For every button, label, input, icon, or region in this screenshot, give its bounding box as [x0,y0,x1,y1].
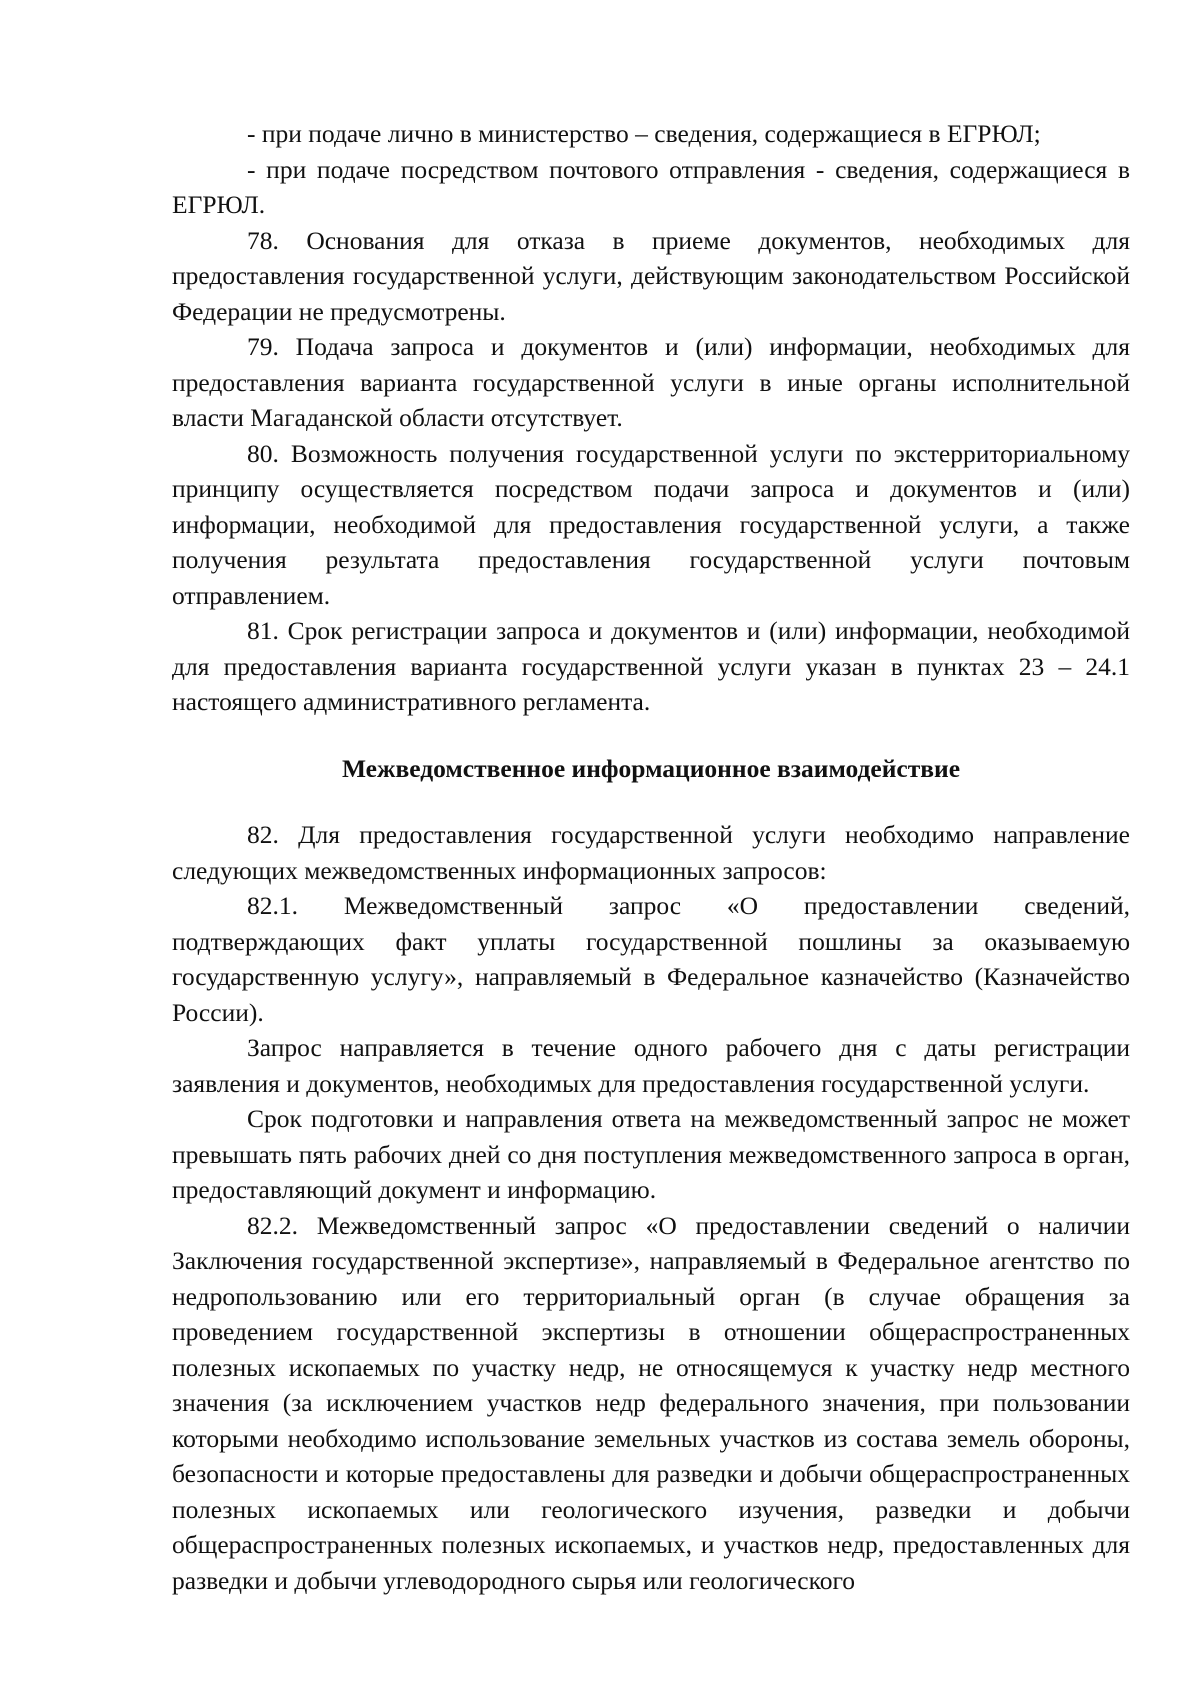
paragraph-82-1: 82.1. Межведомственный запрос «О предоставлении сведений, подтверждающих факт уплаты государственной пошлины за оказываемую государственную услугу», направляемый в Федеральное казначейство (Казначейство России). [172,891,1130,1027]
paragraph-79: 79. Подача запроса и документов и (или) информации, необходимых для предоставления варианта государственной услуги в иные органы исполнительной власти Магаданской области отсутствует. [172,332,1130,432]
paragraph-82: 82. Для предоставления государственной услуги необходимо направление следующих межведомственных информационных запросов: [172,820,1130,885]
paragraph-request-timing: Запрос направляется в течение одного рабочего дня с даты регистрации заявления и документов, необходимых для предоставления государственной услуги. [172,1033,1130,1098]
paragraph-78: 78. Основания для отказа в приеме документов, необходимых для предоставления государственной услуги, действующим законодательством Российской Федерации не предусмотрены. [172,225,1130,326]
paragraph-81: 81. Срок регистрации запроса и документов и (или) информации, необходимой для предоставления варианта государственной услуги указан в пунктах 23 – 24.1 настоящего административного регламента. [172,616,1130,716]
paragraph-egrul-by-mail: - при подаче посредством почтового отправления - сведения, содержащиеся в ЕГРЮЛ. [172,154,1130,219]
paragraph-82-2: 82.2. Межведомственный запрос «О предоставлении сведений о наличии Заключения государственной экспертизе», направляемый в Федеральное агентство по недропользованию или его территориальный орган (в случае обращения за проведением государственной экспертизы в отношении общераспространенных полезных ископаемых по участку недр, не относящемуся к участку недр местного значения (за исключением участков недр федерального значения, при пользовании которыми необходимо использование земельных участков из состава земель обороны, безопасности и которые предоставлены для разведки и добычи общераспространенных полезных ископаемых или геологического изучения, разведки и добычи общераспространенных полезных ископаемых, и участков недр, предоставленных для разведки и добычи углеводородного сырья или геологического [172,1210,1130,1595]
document-body [172,116,1130,1598]
paragraph-response-deadline: Срок подготовки и направления ответа на межведомственный запрос не может превышать пять рабочих дней со дня поступления межведомственного запроса в орган, предоставляющий документ и информацию. [172,1104,1130,1204]
section-heading: Межведомственное информационное взаимодействие [341,753,961,783]
paragraph-80: 80. Возможность получения государственной услуги по экстерриториальному принципу осуществляется посредством подачи запроса и документов и (или) информации, необходимой для предоставления государственной услуги, а также получения результата предоставления государственной услуги почтовым отправлением. [172,438,1130,610]
paragraph-egrul-in-person: - при подаче лично в министерство – сведения, содержащиеся в ЕГРЮЛ; [247,119,1041,148]
